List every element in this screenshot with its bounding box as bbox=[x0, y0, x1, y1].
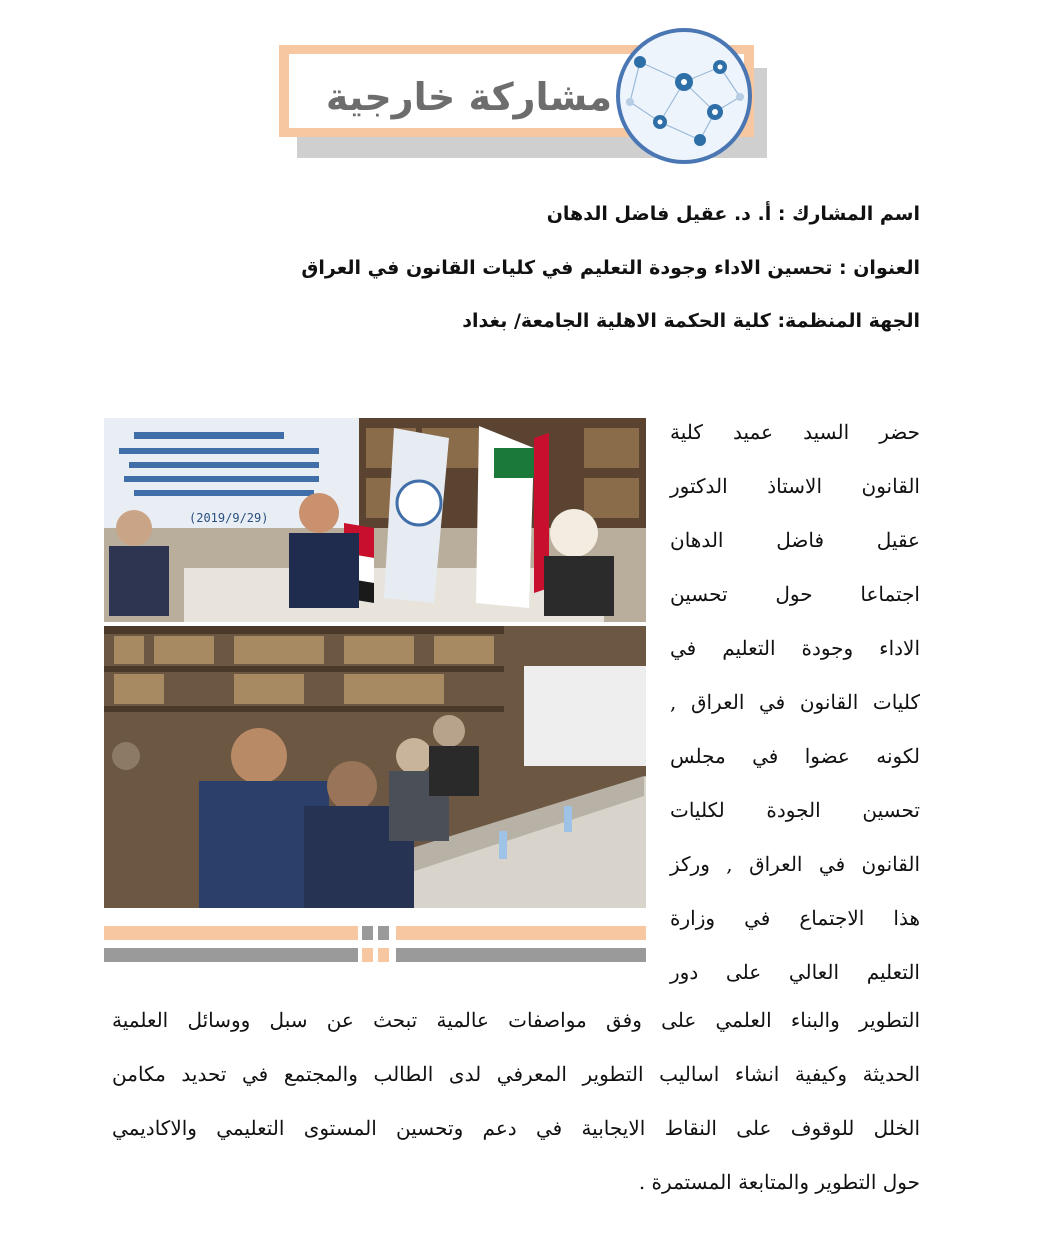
column-line: القانون الاستاذ الدكتور bbox=[670, 474, 920, 498]
divider-bar-gray-left bbox=[104, 948, 358, 962]
divider-bar-gray-right bbox=[396, 948, 646, 962]
paragraph-line: حول التطوير والمتابعة المستمرة . bbox=[638, 1170, 920, 1194]
column-line: كليات القانون في العراق , bbox=[670, 690, 920, 714]
organizer: الجهة المنظمة: كلية الحكمة الاهلية الجامعة/ بغداد bbox=[462, 310, 920, 332]
divider-bar-orange-right bbox=[396, 926, 646, 940]
network-circle-icon bbox=[616, 28, 752, 164]
paragraph-line: التطوير والبناء العلمي على وفق مواصفات عالمية تبحث عن سبل ووسائل العلمية bbox=[112, 1008, 920, 1032]
column-line: الاداء وجودة التعليم في bbox=[670, 636, 920, 660]
divider-square bbox=[362, 926, 373, 940]
column-line: القانون في العراق , وركز bbox=[670, 852, 920, 876]
paragraph-line: الحديثة وكيفية انشاء اساليب التطوير المعرفي لدى الطالب والمجتمع في تحديد مكامن bbox=[112, 1062, 920, 1086]
divider-square bbox=[362, 948, 373, 962]
column-line: حضر السيد عميد كلية bbox=[670, 420, 920, 444]
section-title: مشاركة خارجية bbox=[325, 75, 612, 119]
participant-name: اسم المشارك : أ. د. عقيل فاضل الدهان bbox=[546, 203, 920, 225]
column-line: هذا الاجتماع في وزارة bbox=[670, 906, 920, 930]
column-line: لكونه عضوا في مجلس bbox=[670, 744, 920, 768]
article-column-text bbox=[670, 412, 920, 1006]
divider-bar-orange-left bbox=[104, 926, 358, 940]
column-line: اجتماعا حول تحسين bbox=[670, 582, 920, 606]
article-full-text bbox=[112, 1000, 920, 1216]
column-line: عقيل فاضل الدهان bbox=[670, 528, 920, 552]
paragraph-line: الخلل للوقوف على النقاط الايجابية في دعم وتحسين المستوى التعليمي والاكاديمي bbox=[112, 1116, 920, 1140]
meeting-photo-bottom bbox=[104, 626, 646, 908]
subject-title: العنوان : تحسين الاداء وجودة التعليم في كليات القانون في العراق bbox=[301, 257, 920, 279]
divider-square bbox=[378, 948, 389, 962]
column-line: التعليم العالي على دور bbox=[670, 960, 920, 984]
column-line: تحسين الجودة لكليات bbox=[670, 798, 920, 822]
meeting-photo-top bbox=[104, 418, 646, 622]
screen-date-text: (2019/9/29) bbox=[189, 511, 269, 525]
divider-square bbox=[378, 926, 389, 940]
